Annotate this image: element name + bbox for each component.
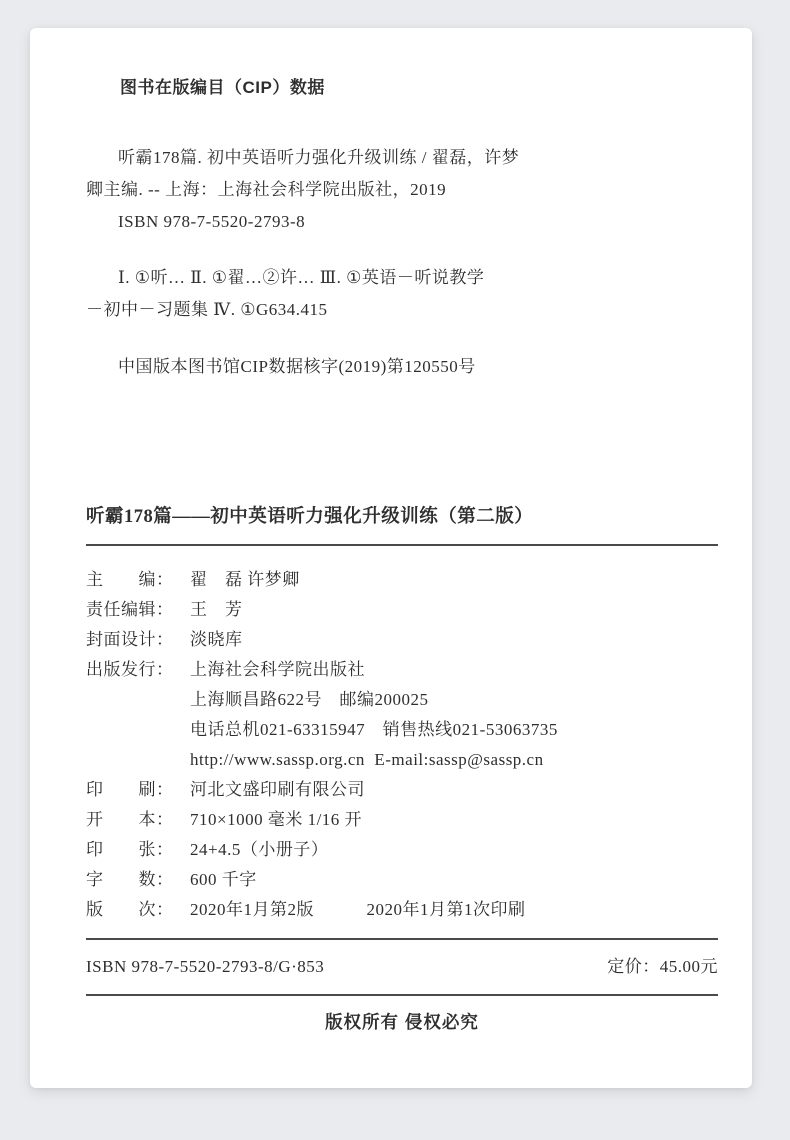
colophon-value: http://www.sassp.org.cn E-mail:sassp@sassp.cn bbox=[190, 750, 544, 769]
isbn-price-row bbox=[86, 952, 718, 982]
page-content bbox=[86, 78, 718, 1035]
colophon-value: 上海社会科学院出版社 bbox=[190, 660, 365, 679]
colophon-value: 600 千字 bbox=[190, 870, 257, 889]
isbn-number: ISBN 978-7-5520-2793-8/G·853 bbox=[86, 957, 325, 976]
colophon-label: 出版发行： bbox=[86, 660, 174, 679]
copyright-notice: 版权所有 侵权必究 bbox=[325, 1012, 479, 1032]
colophon-value: 淡晓库 bbox=[190, 630, 243, 649]
colophon-row-word-count bbox=[86, 865, 718, 895]
colophon-label: 字 数： bbox=[86, 870, 174, 889]
cip-title-line2: 卿主编. -- 上海：上海社会科学院出版社，2019 bbox=[86, 180, 447, 199]
divider-below-isbn bbox=[86, 994, 718, 996]
colophon-label bbox=[86, 745, 190, 775]
colophon-label: 版 次： bbox=[86, 900, 174, 919]
colophon-row-website-email bbox=[86, 745, 718, 775]
colophon-label: 责任编辑： bbox=[86, 600, 174, 619]
cip-registry-number: 中国版本图书馆CIP数据核字(2019)第120550号 bbox=[118, 357, 476, 376]
cip-title-line1: 听霸178篇. 初中英语听力强化升级训练 / 翟磊，许梦 bbox=[118, 148, 520, 167]
colophon-value: 王 芳 bbox=[190, 600, 243, 619]
colophon-label bbox=[86, 715, 190, 745]
colophon-row-phone bbox=[86, 715, 718, 745]
cip-classification-line2: －初中－习题集 Ⅳ. ①G634.415 bbox=[86, 300, 328, 319]
colophon-value: 710×1000 毫米 1/16 开 bbox=[190, 810, 363, 829]
colophon-row-cover-design bbox=[86, 625, 718, 655]
book-copyright-page bbox=[30, 28, 752, 1088]
colophon-label: 主 编： bbox=[86, 570, 174, 589]
colophon-label bbox=[86, 685, 190, 715]
cip-isbn: ISBN 978-7-5520-2793-8 bbox=[118, 212, 306, 231]
colophon-row-edition bbox=[86, 895, 718, 925]
colophon-row-format bbox=[86, 805, 718, 835]
price: 定价：45.00元 bbox=[607, 957, 718, 976]
colophon-row-sheets bbox=[86, 835, 718, 865]
cip-classification-line1: Ⅰ. ①听… Ⅱ. ①翟…②许… Ⅲ. ①英语－听说教学 bbox=[118, 268, 485, 287]
book-title: 听霸178篇——初中英语听力强化升级训练（第二版） bbox=[86, 507, 534, 527]
colophon-value: 电话总机021-63315947 销售热线021-53063735 bbox=[190, 720, 558, 739]
cip-header: 图书在版编目（CIP）数据 bbox=[120, 78, 325, 97]
colophon-label: 印 刷： bbox=[86, 780, 174, 799]
divider-under-title bbox=[86, 544, 718, 546]
colophon-value: 河北文盛印刷有限公司 bbox=[190, 780, 365, 799]
colophon-value: 翟 磊 许梦卿 bbox=[190, 570, 300, 589]
colophon-value: 24+4.5（小册子） bbox=[190, 840, 329, 859]
colophon-row-publisher bbox=[86, 655, 718, 685]
colophon-value: 2020年1月第2版 2020年1月第1次印刷 bbox=[190, 900, 526, 919]
colophon-row-managing-editor bbox=[86, 595, 718, 625]
colophon-row-printer bbox=[86, 775, 718, 805]
colophon-value: 上海顺昌路622号 邮编200025 bbox=[190, 690, 429, 709]
colophon-label: 开 本： bbox=[86, 810, 174, 829]
cip-record-block bbox=[86, 142, 718, 326]
colophon-row-address bbox=[86, 685, 718, 715]
colophon-row-chief-editor bbox=[86, 565, 718, 595]
divider-above-isbn bbox=[86, 938, 718, 940]
colophon-label: 封面设计： bbox=[86, 630, 174, 649]
colophon-label: 印 张： bbox=[86, 840, 174, 859]
colophon-table bbox=[86, 565, 718, 925]
